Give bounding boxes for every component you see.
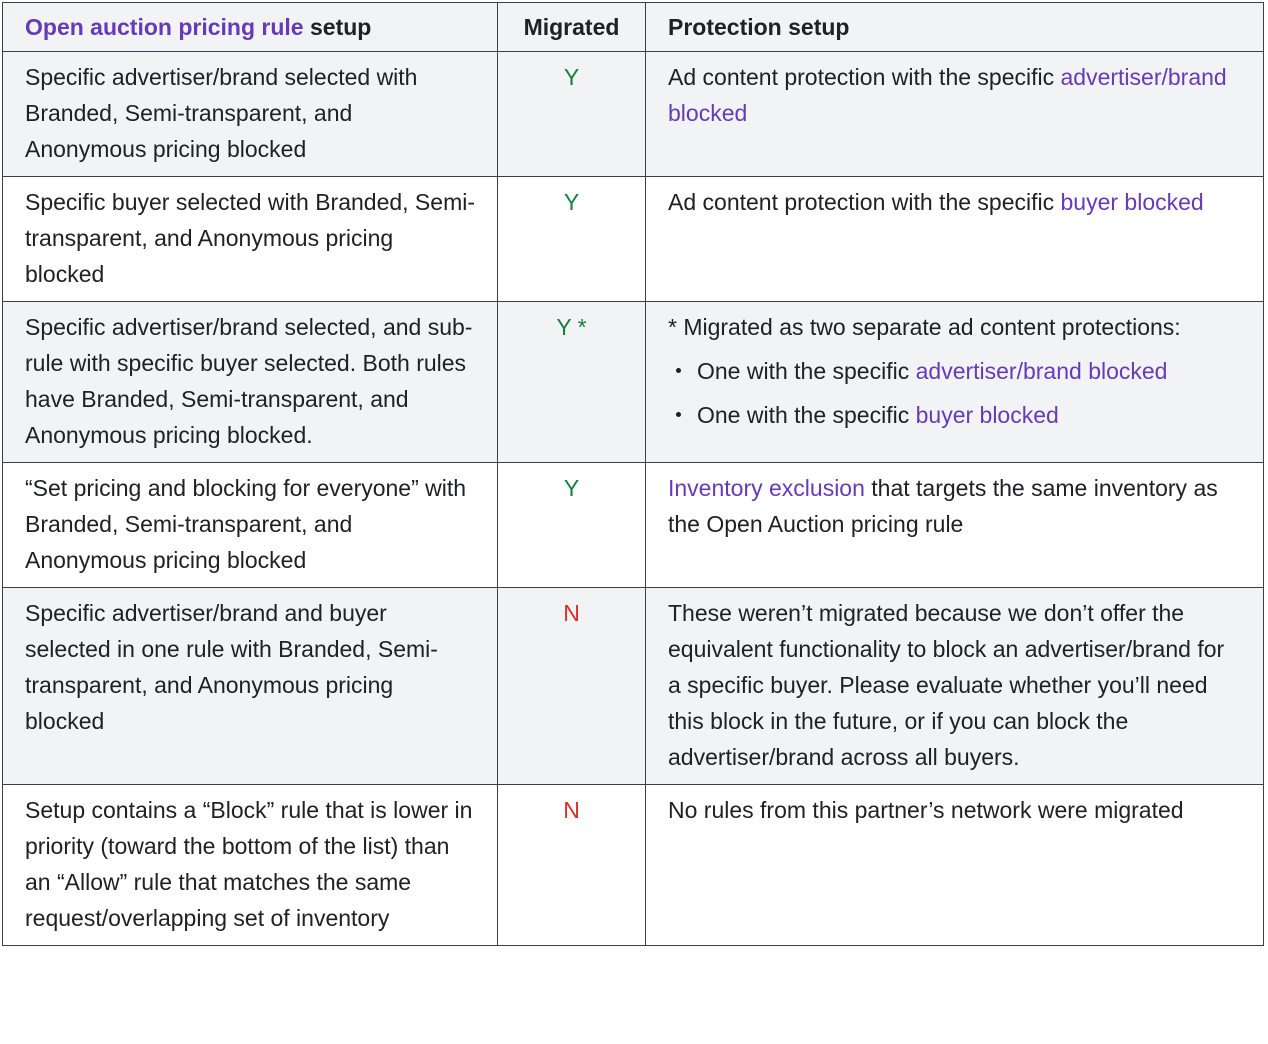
table-row xyxy=(3,52,1264,177)
table-row xyxy=(3,463,1264,588)
protection-cell: These weren’t migrated because we don’t offer the equivalent functionality to block an advertiser/brand for a specific buyer. Please evaluate whether you’ll need this block in the future, or if you can block the advertiser/brand across all buyers. xyxy=(646,588,1264,785)
bullet-text: One with the specific xyxy=(697,402,916,428)
bullet-item xyxy=(674,393,1241,437)
table-row xyxy=(3,177,1264,302)
protection-text: Ad content protection with the specific xyxy=(668,189,1061,215)
protection-cell: No rules from this partner’s network were migrated xyxy=(646,785,1264,946)
protection-text: that targets the same inventory as the Open Auction pricing rule xyxy=(668,475,1218,537)
setup-cell: Setup contains a “Block” rule that is lower in priority (toward the bottom of the list) than an “Allow” rule that matches the same request/overlapping set of inventory xyxy=(3,785,498,946)
header-migrated: Migrated xyxy=(498,3,646,52)
table-row xyxy=(3,785,1264,946)
inventory-exclusion-link[interactable]: Inventory exclusion xyxy=(668,475,865,501)
protection-cell xyxy=(646,463,1264,588)
buyer-blocked-link[interactable]: buyer blocked xyxy=(1060,189,1204,215)
open-auction-pricing-rule-link[interactable]: Open auction pricing rule xyxy=(25,14,304,40)
protection-cell xyxy=(646,52,1264,177)
buyer-blocked-link[interactable]: buyer blocked xyxy=(915,402,1059,428)
table-header-row xyxy=(3,3,1264,52)
header-setup xyxy=(3,3,498,52)
migrated-cell: N xyxy=(498,588,646,785)
setup-cell: Specific buyer selected with Branded, Semi-transparent, and Anonymous pricing blocked xyxy=(3,177,498,302)
migrated-cell: Y xyxy=(498,177,646,302)
bullet-text: One with the specific xyxy=(697,358,916,384)
table-row xyxy=(3,588,1264,785)
setup-cell: Specific advertiser/brand selected with Branded, Semi-transparent, and Anonymous pricing blocked xyxy=(3,52,498,177)
table-row xyxy=(3,302,1264,463)
setup-cell: “Set pricing and blocking for everyone” with Branded, Semi-transparent, and Anonymous pricing blocked xyxy=(3,463,498,588)
migrated-cell: N xyxy=(498,785,646,946)
header-protection-setup: Protection setup xyxy=(646,3,1264,52)
migrated-cell: Y xyxy=(498,52,646,177)
protection-cell xyxy=(646,302,1264,463)
protection-bullet-list xyxy=(668,349,1241,437)
protection-text: Ad content protection with the specific xyxy=(668,64,1061,90)
header-setup-suffix: setup xyxy=(303,14,372,40)
advertiser-brand-blocked-link[interactable]: advertiser/brand blocked xyxy=(668,64,1227,126)
pricing-rule-migration-table xyxy=(2,2,1264,946)
migrated-cell: Y * xyxy=(498,302,646,463)
advertiser-brand-blocked-link[interactable]: advertiser/brand blocked xyxy=(915,358,1168,384)
protection-intro: * Migrated as two separate ad content protections: xyxy=(668,314,1181,340)
setup-cell: Specific advertiser/brand selected, and sub-rule with specific buyer selected. Both rules have Branded, Semi-transparent, and Anonymous pricing blocked. xyxy=(3,302,498,463)
migrated-cell: Y xyxy=(498,463,646,588)
setup-cell: Specific advertiser/brand and buyer selected in one rule with Branded, Semi-transparent, and Anonymous pricing blocked xyxy=(3,588,498,785)
bullet-item xyxy=(674,349,1241,393)
protection-cell xyxy=(646,177,1264,302)
